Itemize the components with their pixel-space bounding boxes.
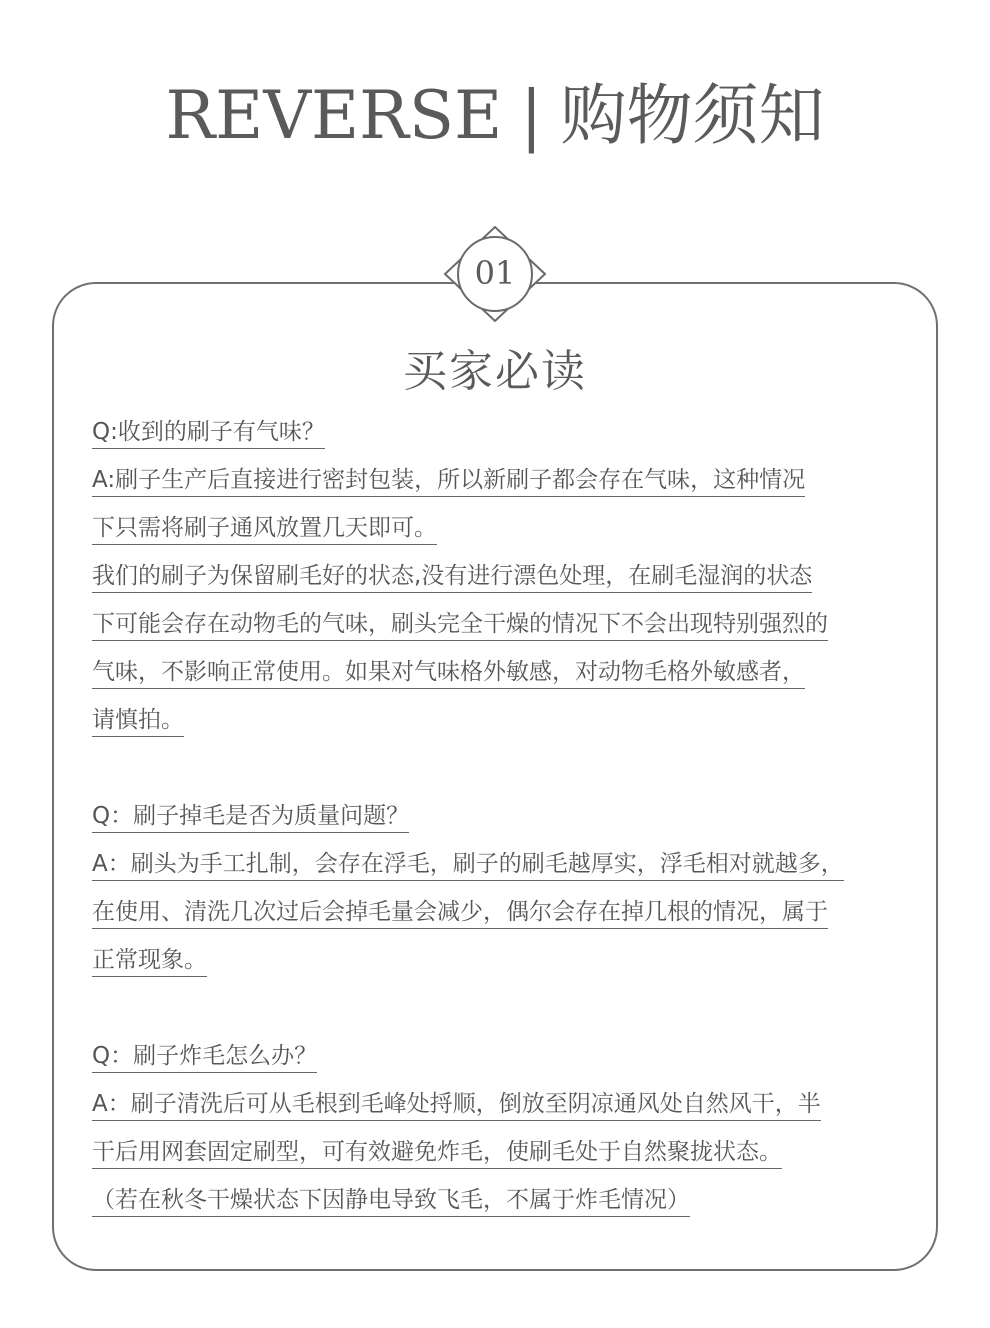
faq-line	[92, 600, 922, 648]
faq-line	[92, 1128, 922, 1176]
faq-line	[92, 888, 922, 936]
page-title: 购物须知	[560, 77, 825, 154]
faq-item	[92, 408, 922, 744]
faq-line	[92, 504, 922, 552]
faq-spacer	[92, 744, 922, 792]
answer-text: 下只需将刷子通风放置几天即可。	[92, 515, 437, 545]
question-text: Q：刷子掉毛是否为质量问题？	[92, 803, 409, 833]
faq-item	[92, 1032, 922, 1224]
answer-text: 请慎拍。	[92, 707, 184, 737]
answer-text: 在使用、清洗几次过后会掉毛量会减少，偶尔会存在掉几根的情况，属于	[92, 899, 828, 929]
faq-line	[92, 552, 922, 600]
faq-line	[92, 1032, 922, 1080]
answer-text: 干后用网套固定刷型，可有效避免炸毛，使刷毛处于自然聚拢状态。	[92, 1139, 782, 1169]
brand-name: REVERSE	[165, 77, 503, 154]
faq-line	[92, 408, 922, 456]
section-number: 01	[474, 254, 516, 292]
faq-line	[92, 1080, 922, 1128]
answer-text: 气味，不影响正常使用。如果对气味格外敏感，对动物毛格外敏感者，	[92, 659, 805, 689]
answer-text: （若在秋冬干燥状态下因静电导致飞毛，不属于炸毛情况）	[92, 1187, 690, 1217]
section-title: 买家必读	[403, 346, 587, 397]
header-separator: |	[520, 77, 543, 154]
answer-text: A：刷头为手工扎制，会存在浮毛，刷子的刷毛越厚实，浮毛相对就越多，	[92, 851, 844, 881]
answer-text: A：刷子清洗后可从毛根到毛峰处捋顺，倒放至阴凉通风处自然风干，半	[92, 1091, 821, 1121]
faq-line	[92, 840, 922, 888]
faq-line	[92, 456, 922, 504]
question-text: Q：刷子炸毛怎么办？	[92, 1043, 317, 1073]
faq-line	[92, 1176, 922, 1224]
faq-line	[92, 696, 922, 744]
answer-text: A:刷子生产后直接进行密封包装，所以新刷子都会存在气味，这种情况	[92, 467, 805, 497]
faq-line	[92, 936, 922, 984]
answer-text: 下可能会存在动物毛的气味，刷头完全干燥的情况下不会出现特别强烈的	[92, 611, 828, 641]
faq-spacer	[92, 984, 922, 1032]
faq-line	[92, 792, 922, 840]
faq-item	[92, 792, 922, 984]
question-text: Q:收到的刷子有气味？	[92, 419, 325, 449]
answer-text: 正常现象。	[92, 947, 207, 977]
faq-line	[92, 648, 922, 696]
answer-text: 我们的刷子为保留刷毛好的状态,没有进行漂色处理，在刷毛湿润的状态	[92, 563, 812, 593]
page-header	[0, 74, 990, 158]
faq-content	[92, 408, 922, 1224]
